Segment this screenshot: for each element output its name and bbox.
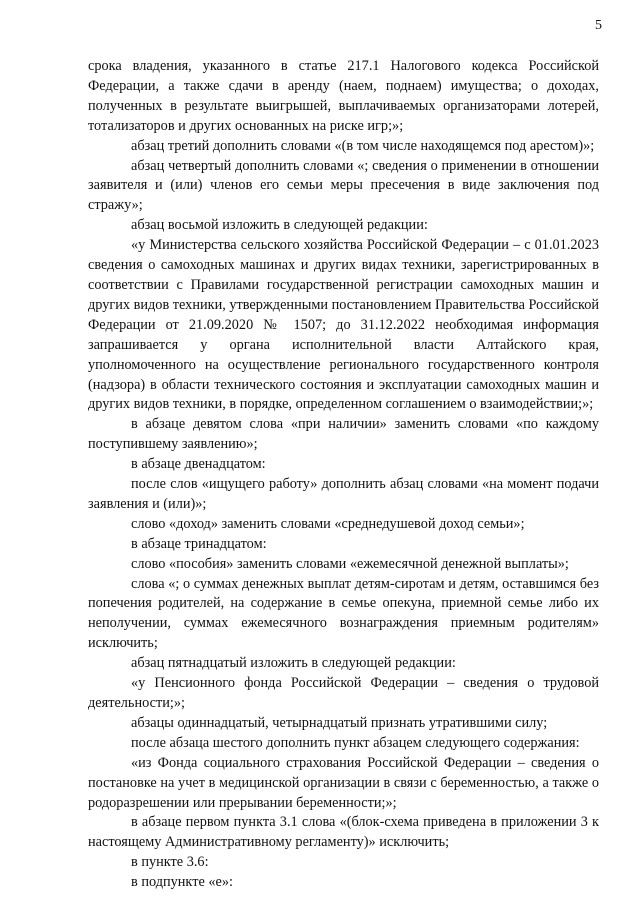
paragraph-5: «у Министерства сельского хозяйства Российской Федерации – с 01.01.2023 сведения о самоходных машинах и других видах техники, зарегистрированных в соответствии с Правилами государственной регистрации самоходных машин и других видов техники, утвержденными постановлением Правительства Российской Федерации от 21.09.2020 № 1507; до 31.12.2022 необходимая информация запрашивается у органа исполнительной власти Алтайского края, уполномоченного на осуществление регионального государственного контроля (надзора) в области технического состояния и эксплуатации самоходных машин и других видов техники, в порядке, определенном соглашением о взаимодействии;»; xyxy=(88,237,599,413)
paragraph-19: в пункте 3.6: xyxy=(131,854,209,871)
paragraph-2: абзац третий дополнить словами «(в том числе находящемся под арестом)»; xyxy=(131,137,595,154)
document-body xyxy=(88,57,599,893)
paragraph-9: слово «доход» заменить словами «среднедушевой доход семьи»; xyxy=(131,515,525,532)
page-number: 5 xyxy=(595,18,602,33)
paragraph-12: слова «; о суммах денежных выплат детям-сиротам и детям, оставшимся без попечения родителей, на содержание в семье опекуна, приемной семье либо их неполучении, суммах ежемесячного вознаграждения приемным родителям» исключить; xyxy=(88,575,599,652)
paragraph-4: абзац восьмой изложить в следующей редакции: xyxy=(131,217,428,234)
paragraph-8: после слов «ищущего работу» дополнить абзац словами «на момент подачи заявления и (или)»; xyxy=(88,476,599,512)
paragraph-10: в абзаце тринадцатом: xyxy=(131,535,267,552)
paragraph-14: «у Пенсионного фонда Российской Федерации – сведения о трудовой деятельности;»; xyxy=(88,675,599,711)
paragraph-15: абзацы одиннадцатый, четырнадцатый признать утратившими силу; xyxy=(131,714,548,731)
paragraph-7: в абзаце двенадцатом: xyxy=(131,456,266,473)
paragraph-16: после абзаца шестого дополнить пункт абзацем следующего содержания: xyxy=(131,734,580,751)
paragraph-18: в абзаце первом пункта 3.1 слова «(блок-схема приведена в приложении 3 к настоящему Административному регламенту)» исключить; xyxy=(88,814,599,851)
paragraph-3: абзац четвертый дополнить словами «; сведения о применении в отношении заявителя и (или) членов его семьи меры пресечения в виде заключения под стражу»; xyxy=(88,157,599,214)
paragraph-11: слово «пособия» заменить словами «ежемесячной денежной выплаты»; xyxy=(131,555,569,572)
paragraph-20: в подпункте «е»: xyxy=(131,874,233,891)
paragraph-1: срока владения, указанного в статье 217.1 Налогового кодекса Российской Федерации, а также сдачи в аренду (наем, поднаем) имущества; о доходах, полученных в результате выигрышей, выплачиваемых организаторами лотерей, тотализаторов и других основанных на риске игр;»; xyxy=(88,58,599,134)
paragraph-17: «из Фонда социального страхования Российской Федерации – сведения о постановке на учет в медицинской организации в связи с беременностью, а также о родоразрешении или прерывании беременности;»; xyxy=(88,754,599,811)
paragraph-6: в абзаце девятом слова «при наличии» заменить словами «по каждому поступившему заявлению»; xyxy=(88,416,599,453)
paragraph-13: абзац пятнадцатый изложить в следующей редакции: xyxy=(131,655,456,672)
